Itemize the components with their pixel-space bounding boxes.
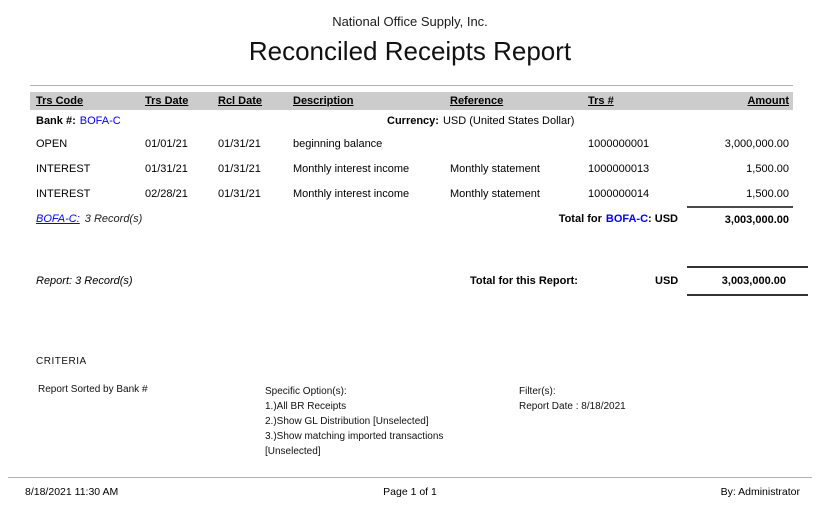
company-name: National Office Supply, Inc. — [332, 14, 488, 29]
column-header-trs-num: Trs # — [588, 95, 614, 107]
table-row — [30, 131, 793, 156]
filters-title: Filter(s): — [519, 386, 556, 397]
subtotal-bank-code-link[interactable]: BOFA-C: — [36, 213, 80, 225]
report-total-amount: 3,003,000.00 — [687, 266, 808, 296]
cell-description: beginning balance — [293, 137, 383, 150]
footer-datetime: 8/18/2021 11:30 AM — [25, 486, 119, 498]
report-title: Reconciled Receipts Report — [248, 36, 572, 66]
currency-label: Currency: — [387, 115, 439, 127]
report-total-label: Total for this Report: — [470, 275, 578, 287]
criteria-specific-options — [265, 384, 443, 459]
footer-generated-by: By: Administrator — [720, 486, 800, 498]
cell-trs-date: 01/31/21 — [145, 162, 188, 175]
column-header-reference: Reference — [450, 95, 504, 107]
cell-rcl-date: 01/31/21 — [218, 187, 261, 200]
cell-trs-num: 1000000001 — [588, 137, 650, 150]
table-header-row — [30, 92, 793, 110]
table-row — [30, 181, 793, 206]
cell-rcl-date: 01/31/21 — [218, 137, 261, 150]
criteria-sorted-by: Report Sorted by Bank # — [38, 384, 148, 395]
cell-rcl-date: 01/31/21 — [218, 162, 261, 175]
subtotal-record-count: 3 Record(s) — [84, 213, 143, 225]
specific-option-line: [Unselected] — [265, 446, 321, 457]
report-total-row — [0, 266, 820, 296]
bank-subtotal-row — [30, 206, 793, 232]
column-header-trs-date: Trs Date — [145, 95, 189, 107]
column-header-amount: Amount — [747, 95, 789, 107]
cell-trs-code: INTEREST — [36, 187, 91, 200]
cell-trs-date: 01/01/21 — [145, 137, 188, 150]
cell-description: Monthly interest income — [293, 187, 410, 200]
cell-reference: Monthly statement — [450, 162, 540, 175]
subtotal-bank-link[interactable]: BOFA-C — [605, 213, 649, 225]
bank-subtotal-amount: 3,003,000.00 — [687, 206, 793, 232]
specific-option-line: 3.)Show matching imported transactions — [265, 431, 444, 442]
footer-rule — [8, 477, 812, 478]
subtotal-label-prefix: Total for — [558, 213, 602, 225]
report-record-count: Report: 3 Record(s) — [36, 275, 133, 287]
cell-trs-code: INTEREST — [36, 162, 91, 175]
table-top-rule — [30, 85, 793, 86]
criteria-heading: CRITERIA — [36, 356, 87, 367]
report-total-currency: USD — [655, 275, 679, 287]
cell-trs-date: 02/28/21 — [145, 187, 188, 200]
specific-option-line: 1.)All BR Receipts — [265, 401, 347, 412]
column-header-trs-code: Trs Code — [36, 95, 84, 107]
specific-option-line: 2.)Show GL Distribution [Unselected] — [265, 416, 429, 427]
criteria-filters — [519, 384, 626, 414]
cell-trs-num: 1000000014 — [588, 187, 650, 200]
table-row — [30, 156, 793, 181]
cell-description: Monthly interest income — [293, 162, 410, 175]
filter-line: Report Date : 8/18/2021 — [519, 401, 626, 412]
subtotal-label-suffix: : USD — [648, 213, 678, 225]
column-header-description: Description — [293, 95, 354, 107]
bank-code-link[interactable]: BOFA-C — [79, 115, 121, 127]
cell-trs-code: OPEN — [36, 137, 68, 150]
cell-trs-num: 1000000013 — [588, 162, 650, 175]
currency-value: USD (United States Dollar) — [442, 115, 575, 127]
column-header-rcl-date: Rcl Date — [218, 95, 263, 107]
cell-amount: 1,500.00 — [746, 162, 789, 175]
cell-amount: 3,000,000.00 — [724, 137, 789, 150]
cell-reference: Monthly statement — [450, 187, 540, 200]
footer-page-number: Page 1 of 1 — [383, 486, 437, 498]
specific-options-title: Specific Option(s): — [265, 386, 347, 397]
cell-amount: 1,500.00 — [746, 187, 789, 200]
bank-group-header — [30, 112, 793, 132]
transaction-rows — [30, 131, 793, 206]
bank-number-label: Bank #: — [36, 115, 76, 127]
